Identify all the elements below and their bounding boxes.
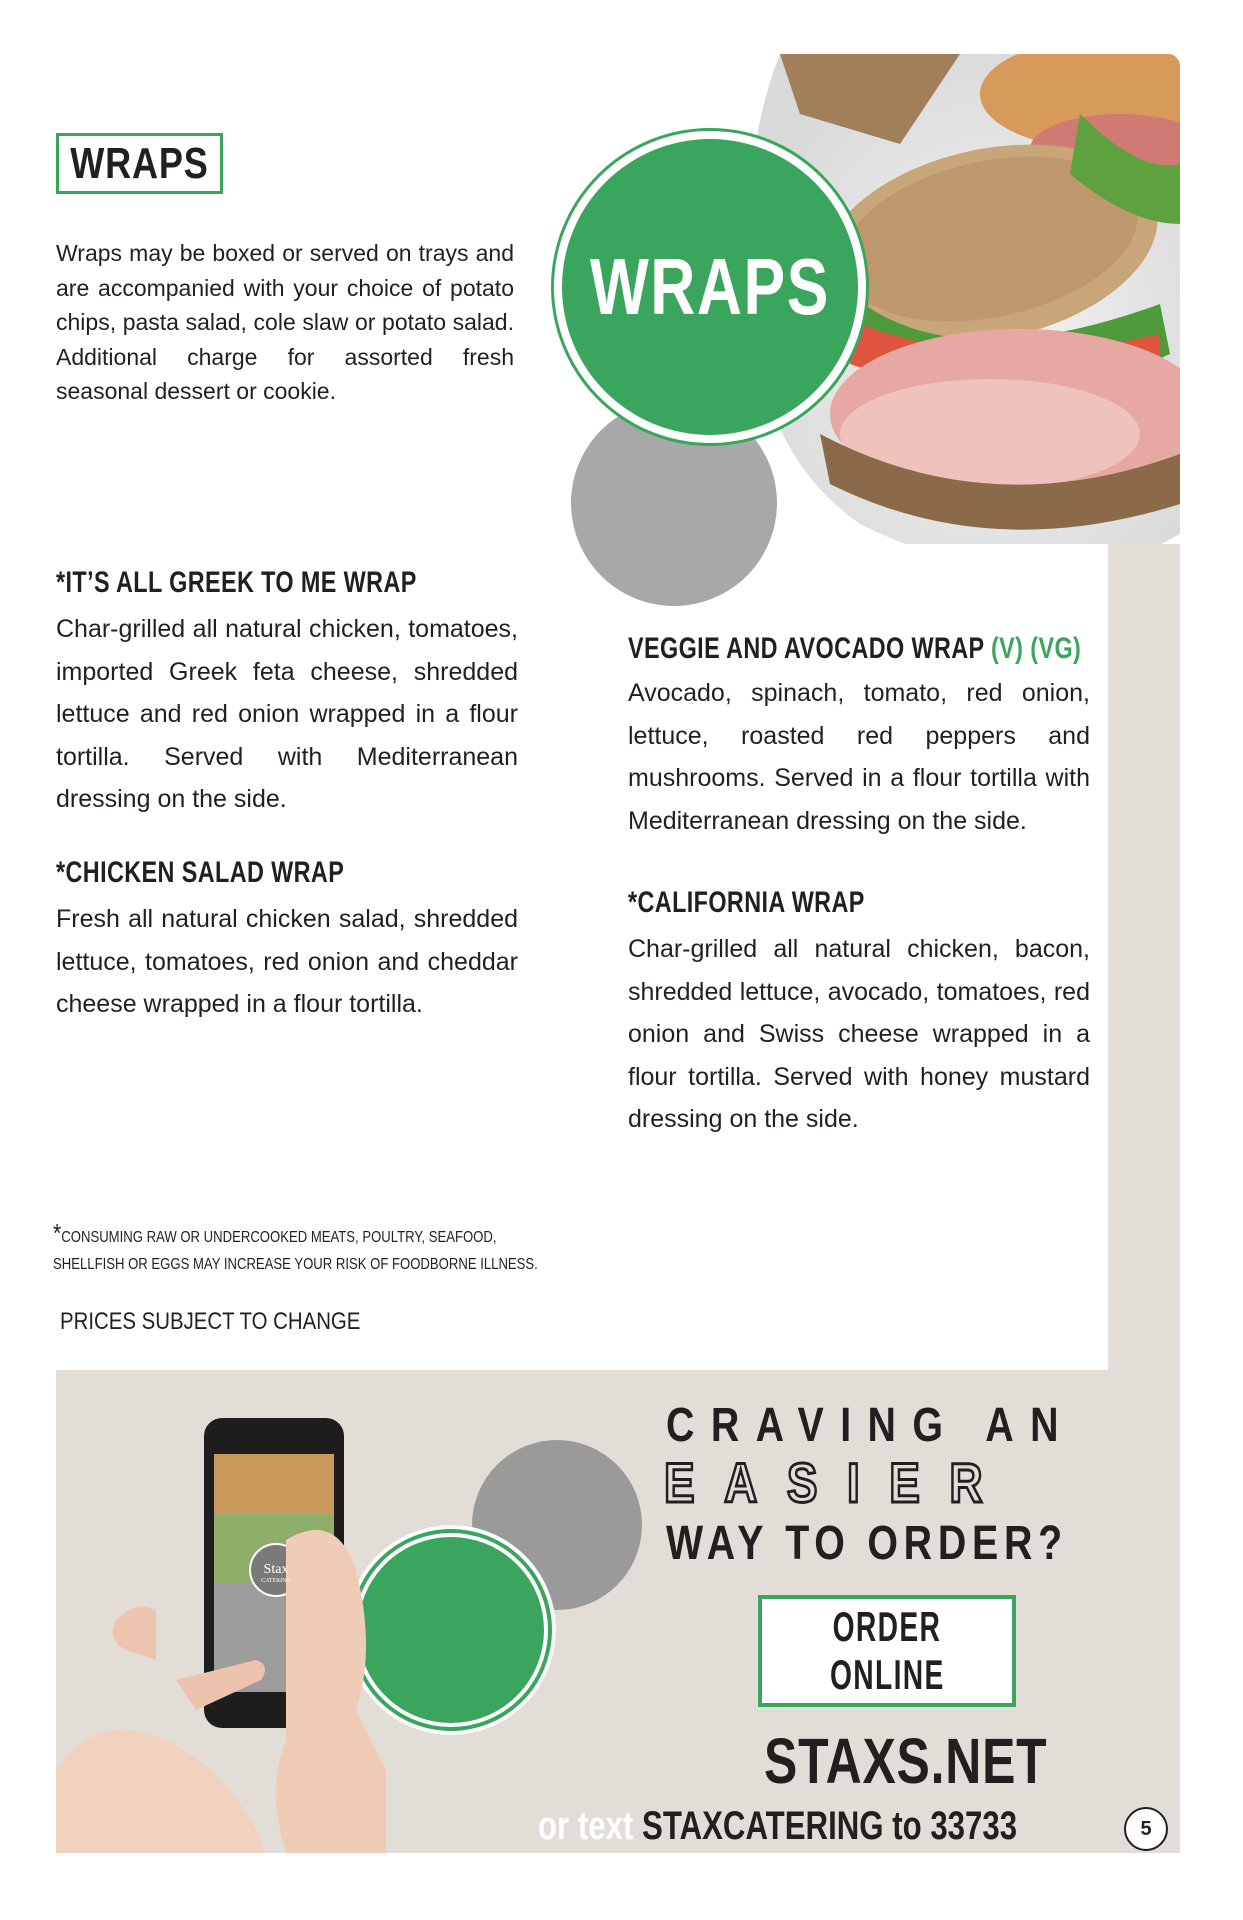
item-description: Char-grilled all natural chicken, tomatoes, imported Greek feta cheese, shredded lettuce and red onion wrapped in a flour tortilla. Served with Mediterranean dressing on the side. xyxy=(56,615,518,813)
item-description: Fresh all natural chicken salad, shredded lettuce, tomatoes, red onion and cheddar cheese wrapped in a flour tortilla. xyxy=(56,905,518,1018)
text-keyword-number: STAXCATERING to 33733 xyxy=(642,1804,1018,1848)
text-prefix: or text xyxy=(538,1804,634,1848)
foodborne-warning-line1: *CONSUMING RAW OR UNDERCOOKED MEATS, POULTRY, SEAFOOD, xyxy=(53,1218,497,1248)
foodborne-warning-line2: SHELLFISH OR EGGS MAY INCREASE YOUR RISK OF FOODBORNE ILLNESS. xyxy=(53,1256,538,1273)
item-title-text: VEGGIE AND AVOCADO WRAP xyxy=(628,632,985,665)
page-title xyxy=(56,133,223,194)
asterisk: * xyxy=(53,1218,62,1248)
phone-in-hand-illustration xyxy=(56,1410,386,1853)
page-title-text: WRAPS xyxy=(70,138,209,188)
wraps-badge xyxy=(562,139,858,435)
order-online-button[interactable] xyxy=(758,1595,1016,1707)
website-link[interactable]: STAXS.NET xyxy=(764,1725,1048,1797)
wraps-badge-text: WRAPS xyxy=(589,242,831,331)
phone-logo-sub: CATERING xyxy=(261,1578,291,1584)
phone-logo: Stax xyxy=(263,1562,289,1577)
item-description: Char-grilled all natural chicken, bacon, shredded lettuce, avocado, tomatoes, red onion and Swiss cheese wrapped in a flour tortilla. Served with honey mustard dressing on the side. xyxy=(628,935,1090,1133)
banner-line-3: WAY TO ORDER? xyxy=(666,1517,1068,1570)
item-title: *IT’S ALL GREEK TO ME WRAP xyxy=(56,566,417,599)
item-description: Avocado, spinach, tomato, red onion, lettuce, roasted red peppers and mushrooms. Served in a flour tortilla with Mediterranean dressing on the side. xyxy=(628,679,1090,835)
order-online-line1: ORDER xyxy=(832,1603,942,1650)
item-title: *CALIFORNIA WRAP xyxy=(628,886,865,919)
intro-text: Wraps may be boxed or served on trays and are accompanied with your choice of potato chips, pasta salad, cole slaw or potato salad. Additional charge for assorted fresh seasonal dessert or cookie. xyxy=(56,240,514,404)
banner-line-2: EASIER xyxy=(664,1451,1013,1514)
prices-notice: PRICES SUBJECT TO CHANGE xyxy=(60,1308,361,1335)
order-online-line2: ONLINE xyxy=(829,1651,945,1698)
item-title: *CHICKEN SALAD WRAP xyxy=(56,856,345,889)
item-title-with-tags xyxy=(628,632,1081,666)
text-order-line xyxy=(538,1804,1017,1849)
diet-tags: (V) (VG) xyxy=(991,632,1082,665)
banner-line-1: CRAVING AN xyxy=(666,1399,1075,1452)
page-number: 5 xyxy=(1124,1807,1168,1851)
